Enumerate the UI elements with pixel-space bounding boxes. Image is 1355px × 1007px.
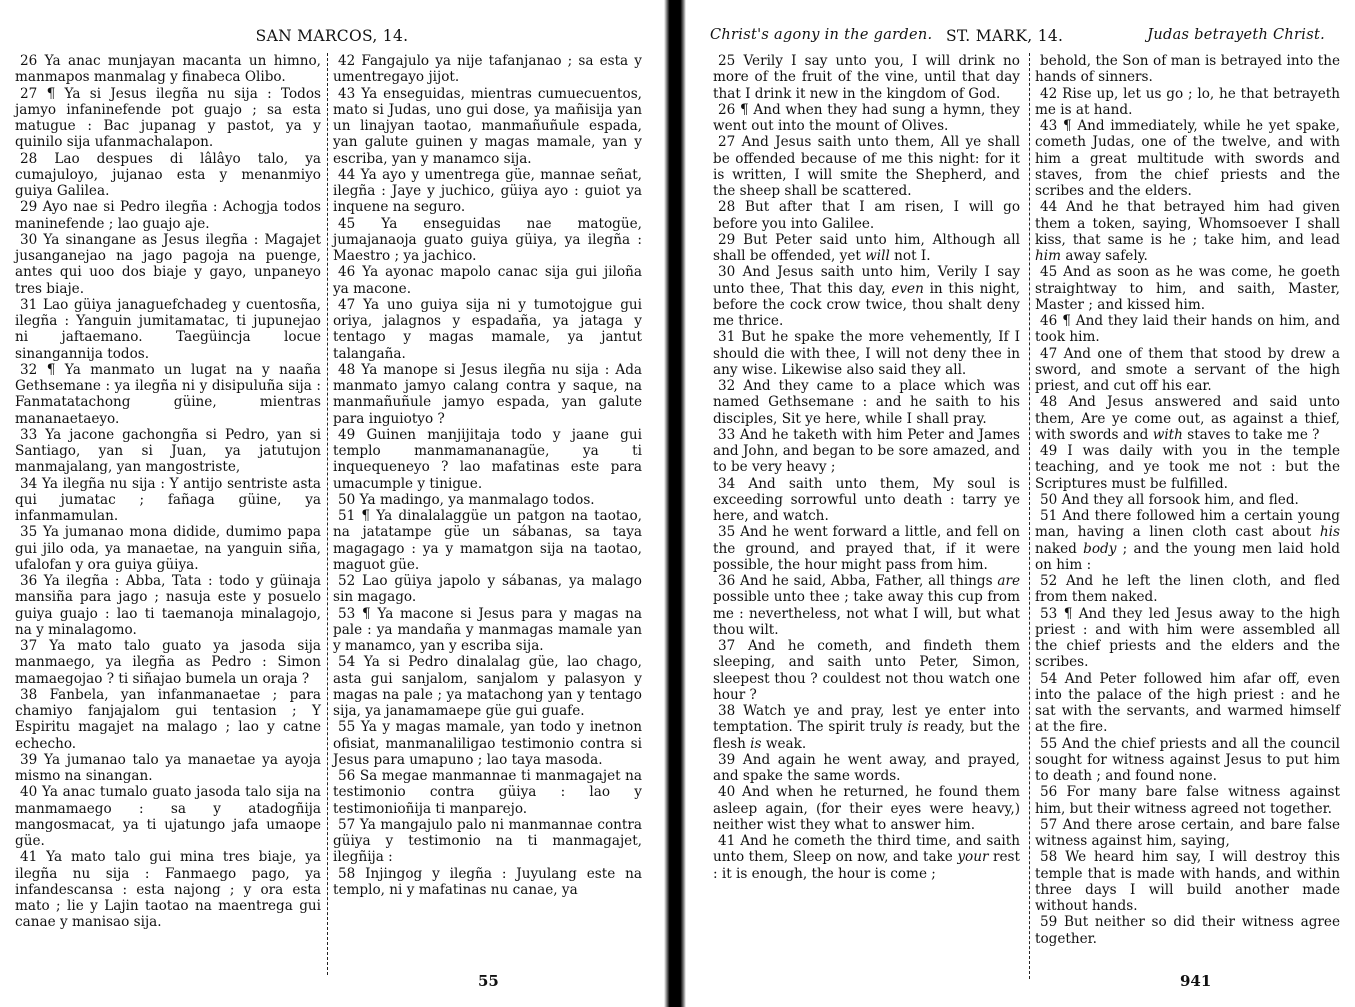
italic-word: body	[1083, 540, 1117, 557]
italic-word: your	[957, 849, 989, 866]
right-running-head	[690, 27, 1355, 47]
italic-word: his	[1319, 524, 1340, 541]
italic-word: with	[1152, 426, 1183, 443]
verse-paragraph: 46 Ya ayonac mapolo canac sija gui jiloña ya macone.	[333, 264, 642, 297]
verse-paragraph: 40 Ya anac tumalo guato jasoda talo sija na manmamaego : sa y atadogñija mangosmacat, ya ti ujatungo jafa umaope güe.	[15, 784, 321, 849]
verse-paragraph: 55 And the chief priests and all the council sought for witness against Jesus to put him to death ; and found none.	[1035, 735, 1340, 784]
verse-paragraph: 32 ¶ Ya manmato un lugat na y naaña Gethsemane : ya ilegña ni y disipuluña sija : Fanmatatachong güine, mientras mananaetaeyo.	[15, 361, 321, 427]
verse-paragraph: 48 Ya manope si Jesus ilegña nu sija : Ada manmato jamyo calang contra y saque, na manmañuñule jamyo espada, yan galute para inguiotyo ?	[333, 361, 642, 427]
verse-paragraph: 36 And he said, Abba, Father, all things are possible unto thee ; take away this cup from me : nevertheless, not what I will, but what thou wilt.	[713, 573, 1020, 638]
verse-paragraph: 39 Ya jumanao talo ya manaetae ya ayoja mismo na sinangan.	[15, 751, 321, 784]
verse-paragraph: 53 ¶ And they led Jesus away to the high priest : and with him were assembled all the chief priests and the elders and the scribes.	[1035, 605, 1340, 671]
verse-paragraph: 57 Ya mangajulo palo ni manmannae contra güiya y testimonio na ti manmagajet, ilegñija :	[333, 816, 642, 866]
verse-paragraph: 56 For many bare false witness against him, but their witness agreed not together.	[1035, 784, 1340, 817]
verse-paragraph: 34 And saith unto them, My soul is exceeding sorrowful unto death : tarry ye here, and watch.	[713, 475, 1020, 524]
verse-paragraph: 50 And they all forsook him, and fled.	[1040, 491, 1299, 508]
verse-paragraph: 27 ¶ Ya si Jesus ilegña nu sija : Todos jamyo infaninefende pot guajo ; sa esta matugue : Bac jupanag y pastot, ya y quinilo sija ufanmachalapon.	[15, 85, 321, 151]
verse-paragraph: 42 Rise up, let us go ; lo, he that betrayeth me is at hand.	[1035, 85, 1340, 118]
right-column-1	[713, 53, 1020, 882]
verse-paragraph: 38 Watch ye and pray, lest ye enter into temptation. The spirit truly is ready, but the flesh is weak.	[713, 703, 1020, 752]
right-column-2	[1035, 53, 1340, 947]
verse-paragraph: 38 Fanbela, yan infanmanaetae ; para chamiyo fanjajalom gui tentasion ; Y Espiritu magajet na malago ; lao y catne echecho.	[15, 686, 321, 752]
italic-word: is	[907, 719, 919, 736]
italic-word: will	[865, 248, 890, 264]
column-divider-left	[327, 53, 328, 975]
verse-paragraph: 39 And again he went away, and prayed, and spake the same words.	[713, 751, 1020, 784]
verse-paragraph: 52 And he left the linen cloth, and fled from them naked.	[1035, 573, 1340, 606]
verse-paragraph: 46 ¶ And they laid their hands on him, and took him.	[1035, 313, 1340, 346]
verse-paragraph: 28 But after that I am risen, I will go before you into Galilee.	[713, 199, 1020, 232]
verse-paragraph: 49 I was daily with you in the temple teaching, and ye took me not : but the Scriptures must be fulfilled.	[1035, 443, 1340, 492]
italic-word: even	[891, 280, 924, 297]
verse-paragraph: 29 Ayo nae si Pedro ilegña : Achogja todos maninefende ; lao guajo aje.	[15, 199, 321, 232]
italic-word: him	[1035, 248, 1061, 264]
right-running-head-right: Judas betrayeth Christ.	[1147, 27, 1325, 43]
verse-paragraph: 49 Guinen manjijitaja todo y jaane gui templo manmamananagüe, ya ti inquequeneyo ? lao mafatinas este para umacumple y tinigue.	[333, 426, 642, 492]
left-running-head-title: SAN MARCOS, 14.	[255, 27, 409, 45]
verse-paragraph: 28 Lao despues di lâlâyo talo, ya cumajuloyo, jujanao esta y menanmiyo guiya Galilea.	[15, 150, 321, 199]
verse-paragraph: 41 And he cometh the third time, and saith unto them, Sleep on now, and take your rest : it is enough, the hour is come ;	[713, 833, 1020, 882]
left-page	[0, 0, 662, 1007]
verse-paragraph: 54 Ya si Pedro dinalalag güe, lao chago, asta gui sanjalom, sanjalom y palasyon y magas na pale ; ya matachong yan y tentago sija, ya janamamaepe güe gui guafe.	[333, 654, 642, 719]
verse-paragraph: 59 But neither so did their witness agree together.	[1035, 914, 1340, 947]
verse-paragraph: 47 Ya uno guiya sija ni y tumotojgue gui oriya, jalagnos y espadaña, ya jataga y tentago y magas mamale, ya jantut talangaña.	[333, 296, 642, 362]
verse-paragraph: 36 Ya ilegña : Abba, Tata : todo y güinaja mansiña para jago ; nasuja este y posuelo guiya guajo : lao ti taemanoja minalagojo, na y minalagomo.	[15, 573, 321, 638]
verse-paragraph: 48 And Jesus answered and said unto them, Are ye come out, as against a thief, with swords and with staves to take me ?	[1035, 394, 1340, 443]
verse-paragraph: 35 Ya jumanao mona didide, dumimo papa gui jilo oda, ya manaetae, na yanguin siña, ufalofan y ora guiya güiya.	[15, 524, 321, 573]
verse-paragraph: 44 And he that betrayed him had given them a token, saying, Whomsoever I shall kiss, that same is he ; take him, and lead him away safely.	[1035, 199, 1340, 264]
verse-paragraph: 42 Fangajulo ya nije tafanjanao ; sa esta y umentregayo jijot.	[333, 53, 642, 86]
verse-paragraph: 31 Lao güiya janaguefchadeg y cuentosña, ilegña : Yanguin jumitamatac, ti jupunejao ni jaftaemano. Taegüincja locue sinangannija todos.	[15, 296, 321, 362]
book-spine-gutter	[664, 0, 686, 1007]
verse-paragraph: 33 Ya jacone gachongña si Pedro, yan si Santiago, yan si Juan, ya jatutujon manmajalang, yan mangostriste,	[15, 426, 321, 476]
verse-paragraph: 58 Injingog y ilegña : Juyulang este na templo, ni y mafatinas nu canae, ya	[333, 865, 642, 898]
verse-paragraph: 27 And Jesus saith unto them, All ye shall be offended because of me this night: for it is written, I will smite the Shepherd, and the sheep shall be scattered.	[713, 134, 1020, 199]
verse-paragraph: 40 And when he returned, he found them asleep again, (for their eyes were heavy,) neither wist they what to answer him.	[713, 784, 1020, 833]
verse-paragraph: 43 ¶ And immediately, while he yet spake, cometh Judas, one of the twelve, and with him a great multitude with swords and staves, from the chief priests and the scribes and the elders.	[1035, 118, 1340, 199]
verse-paragraph: 31 But he spake the more vehemently, If I should die with thee, I will not deny thee in any wise. Likewise also said they all.	[713, 329, 1020, 378]
verse-paragraph: 41 Ya mato talo gui mina tres biaje, ya ilegña nu sija : Fanmaego pago, ya infandescansa : esta najong ; y ora esta mato ; lie y Lajin taotao na maentrega gui canae y manisao sija.	[15, 849, 321, 931]
verse-paragraph: 57 And there arose certain, and bare false witness against him, saying,	[1035, 816, 1340, 849]
italic-word: is	[750, 735, 762, 752]
left-page-number: 55	[478, 972, 499, 990]
verse-paragraph: 52 Lao güiya japolo y sábanas, ya malago sin magago.	[333, 573, 642, 606]
verse-paragraph: 32 And they came to a place which was named Gethsemane : and he saith to his disciples, Sit ye here, while I shall pray.	[713, 378, 1020, 427]
column-divider-right	[1029, 53, 1030, 979]
verse-paragraph: 50 Ya madingo, ya manmalago todos.	[338, 491, 595, 508]
verse-paragraph: 56 Sa megae manmannae ti manmagajet na testimonio contra güiya : lao y testimonioñija ti manparejo.	[333, 768, 642, 817]
verse-paragraph: 44 Ya ayo y umentrega güe, mannae señat, ilegña : Jaye y juchico, güiya ayo : guiot ya inquene na seguro.	[333, 166, 642, 216]
left-column-2	[333, 53, 642, 898]
right-page	[690, 0, 1355, 1007]
verse-paragraph: 29 But Peter said unto him, Although all shall be offended, yet will not I.	[713, 231, 1020, 264]
verse-paragraph: 51 And there followed him a certain young man, having a linen cloth cast about his naked body ; and the young men laid hold on him :	[1035, 508, 1340, 573]
right-running-head-left: Christ's agony in the garden.	[710, 27, 933, 43]
verse-paragraph: 30 Ya sinangane as Jesus ilegña : Magajet jusanganejao na jago pagoja na puenge, antes qui uoo dos biaje y gayo, unpaneyo tres biaje.	[15, 231, 321, 297]
verse-paragraph: 55 Ya y magas mamale, yan todo y inetnon ofisiat, manmanaliligao testimonio contra si Jesus para umapuno ; lao taya masoda.	[333, 719, 642, 768]
verse-paragraph: 53 ¶ Ya macone si Jesus para y magas na pale : ya mandaña y manmagas mamale yan y manamco, yan y escriba sija.	[333, 605, 642, 654]
verse-paragraph: 58 We heard him say, I will destroy this temple that is made with hands, and within three days I will build another made without hands.	[1035, 849, 1340, 914]
verse-paragraph: 26 ¶ And when they had sung a hymn, they went out into the mount of Olives.	[713, 101, 1020, 134]
verse-paragraph: 35 And he went forward a little, and fell on the ground, and prayed that, if it were possible, the hour might pass from him.	[713, 524, 1020, 573]
verse-paragraph: 34 Ya ilegña nu sija : Y antijo sentriste asta qui jumatac ; fañaga güine, ya infanmamulan.	[15, 475, 321, 524]
right-running-head-title: ST. MARK, 14.	[946, 27, 1064, 45]
verse-paragraph: 47 And one of them that stood by drew a sword, and smote a servant of the high priest, and cut off his ear.	[1035, 345, 1340, 394]
right-page-number: 941	[1180, 972, 1212, 990]
verse-paragraph: 51 ¶ Ya dinalalaggüe un patgon na taotao, na jatatampe güe un sábanas, sa taya magagago : ya y mamatgon sija na taotao, maguot güe.	[333, 508, 642, 573]
verse-paragraph: 54 And Peter followed him afar off, even into the palace of the high priest : and he sat with the servants, and warmed himself at the fire.	[1035, 670, 1340, 736]
italic-word: are	[997, 573, 1020, 589]
verse-paragraph: 30 And Jesus saith unto him, Verily I say unto thee, That this day, even in this night, before the cock crow twice, thou shalt deny me thrice.	[713, 264, 1021, 329]
verse-paragraph: 26 Ya anac munjayan macanta un himno, manmapos manmalag y finabeca Olibo.	[15, 53, 321, 86]
verse-paragraph: 33 And he taketh with him Peter and James and John, and began to be sore amazed, and to be very heavy ;	[713, 426, 1020, 476]
verse-paragraph: 37 And he cometh, and findeth them sleeping, and saith unto Peter, Simon, sleepest thou ? couldest not thou watch one hour ?	[713, 638, 1020, 703]
verse-paragraph: 45 And as soon as he was come, he goeth straightway to him, and saith, Master, Master ; and kissed him.	[1035, 264, 1340, 313]
left-column-1	[15, 53, 321, 931]
verse-paragraph: 45 Ya enseguidas nae matogüe, jumajanaoja guato guiya güiya, ya ilegña : Maestro ; ya jachico.	[333, 215, 642, 264]
verse-paragraph: 25 Verily I say unto you, I will drink no more of the fruit of the vine, until that day that I drink it new in the kingdom of God.	[713, 53, 1020, 102]
left-running-head	[0, 27, 662, 47]
verse-paragraph: 37 Ya mato talo guato ya jasoda sija manmaego, ya ilegña as Pedro : Simon mamaegojao ? ti siñajao bumela un oraja ?	[15, 638, 321, 687]
verse-paragraph: 43 Ya enseguidas, mientras cumuecuentos, mato si Judas, uno gui dose, ya mañisija yan un linajyan taotao, manmañuñule espada, yan galute guinen y magas mamale, yan y escriba, yan y manamco sija.	[333, 85, 642, 167]
verse-paragraph: behold, the Son of man is betrayed into the hands of sinners.	[1035, 53, 1340, 86]
